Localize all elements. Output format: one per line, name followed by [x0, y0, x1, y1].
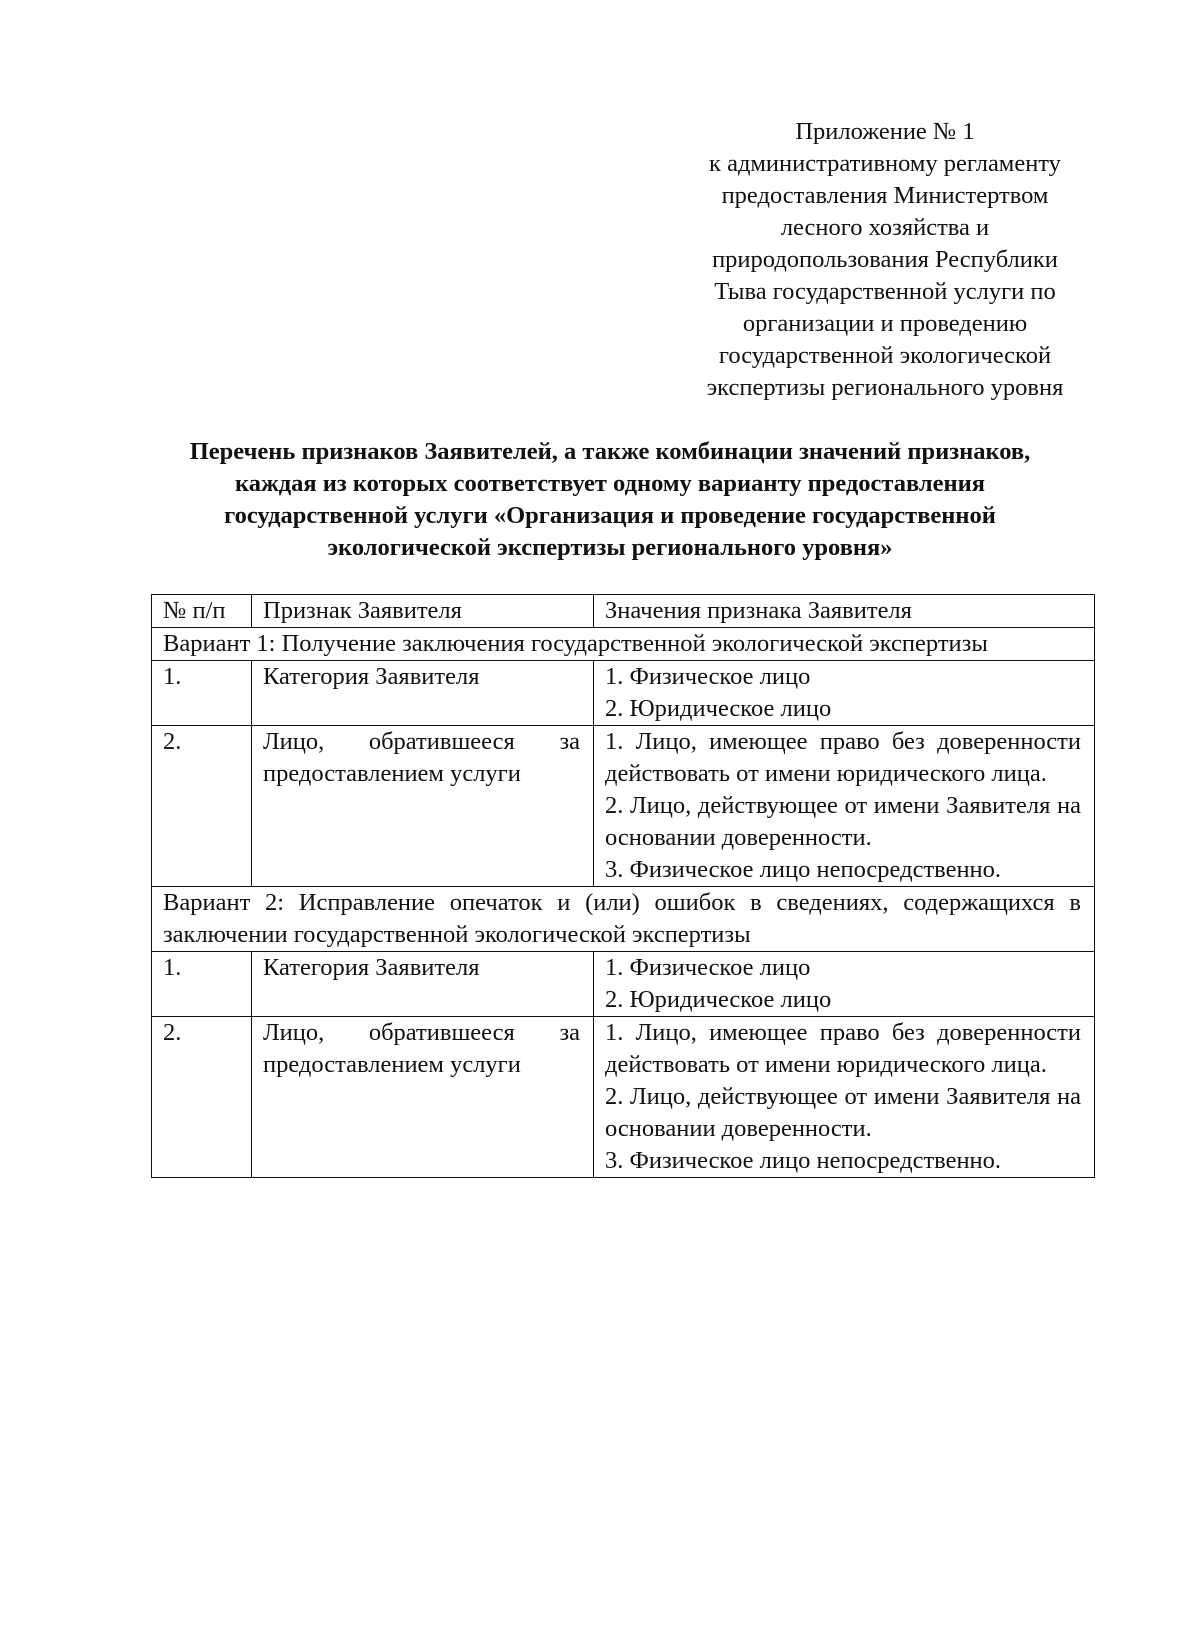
value-item: 3. Физическое лицо непосредственно.	[605, 856, 1002, 883]
appendix-header	[660, 116, 1110, 404]
row-number: 1.	[152, 661, 252, 726]
row-feature: Лицо, обратившееся за предоставлением услуги	[252, 726, 594, 887]
value-item: 2. Лицо, действующее от имени Заявителя на основании доверенности.	[605, 792, 1081, 851]
appendix-line: природопользования Республики	[712, 246, 1058, 273]
title-line: Перечень признаков Заявителей, а также комбинации значений признаков,	[189, 438, 1031, 465]
row-values	[594, 661, 1095, 726]
appendix-line: государственной экологической	[718, 342, 1052, 369]
row-feature: Категория Заявителя	[252, 661, 594, 726]
table-row	[152, 726, 1095, 887]
row-feature: Категория Заявителя	[252, 952, 594, 1017]
value-item: 1. Физическое лицо	[605, 954, 811, 981]
table-header-row	[152, 595, 1095, 628]
row-number: 1.	[152, 952, 252, 1017]
header-feature: Признак Заявителя	[252, 595, 594, 628]
variant-1-title: Вариант 1: Получение заключения государственной экологической экспертизы	[152, 628, 1095, 661]
variant-row	[152, 628, 1095, 661]
title-line: каждая из которых соответствует одному варианту предоставления	[234, 470, 986, 497]
title-line: государственной услуги «Организация и проведение государственной	[224, 502, 996, 529]
value-item: 2. Юридическое лицо	[605, 986, 832, 1013]
header-number: № п/п	[152, 595, 252, 628]
appendix-line: Приложение № 1	[795, 118, 975, 145]
value-item: 2. Лицо, действующее от имени Заявителя на основании доверенности.	[605, 1083, 1081, 1142]
variant-2-title: Вариант 2: Исправление опечаток и (или) ошибок в сведениях, содержащихся в заключении государственной экологической экспертизы	[152, 887, 1095, 952]
row-values	[594, 726, 1095, 887]
row-values	[594, 952, 1095, 1017]
table-row	[152, 661, 1095, 726]
value-item: 3. Физическое лицо непосредственно.	[605, 1147, 1002, 1174]
variant-row	[152, 887, 1095, 952]
appendix-line: предоставления Министертвом	[721, 182, 1049, 209]
value-item: 2. Юридическое лицо	[605, 695, 832, 722]
appendix-line: экспертизы регионального уровня	[706, 374, 1064, 401]
header-values: Значения признака Заявителя	[594, 595, 1095, 628]
appendix-line: Тыва государственной услуги по	[714, 278, 1056, 305]
table-row	[152, 1017, 1095, 1178]
row-number: 2.	[152, 1017, 252, 1178]
value-item: 1. Лицо, имеющее право без доверенности действовать от имени юридического лица.	[605, 1019, 1081, 1078]
row-feature: Лицо, обратившееся за предоставлением услуги	[252, 1017, 594, 1178]
applicant-features-table	[151, 594, 1095, 1178]
row-values	[594, 1017, 1095, 1178]
value-item: 1. Лицо, имеющее право без доверенности действовать от имени юридического лица.	[605, 728, 1081, 787]
document-title	[110, 436, 1110, 564]
appendix-line: лесного хозяйства и	[780, 214, 990, 241]
appendix-line: организации и проведению	[742, 310, 1028, 337]
appendix-line: к административному регламенту	[709, 150, 1061, 177]
table-row	[152, 952, 1095, 1017]
row-number: 2.	[152, 726, 252, 887]
title-line: экологической экспертизы регионального уровня»	[327, 534, 893, 561]
value-item: 1. Физическое лицо	[605, 663, 811, 690]
